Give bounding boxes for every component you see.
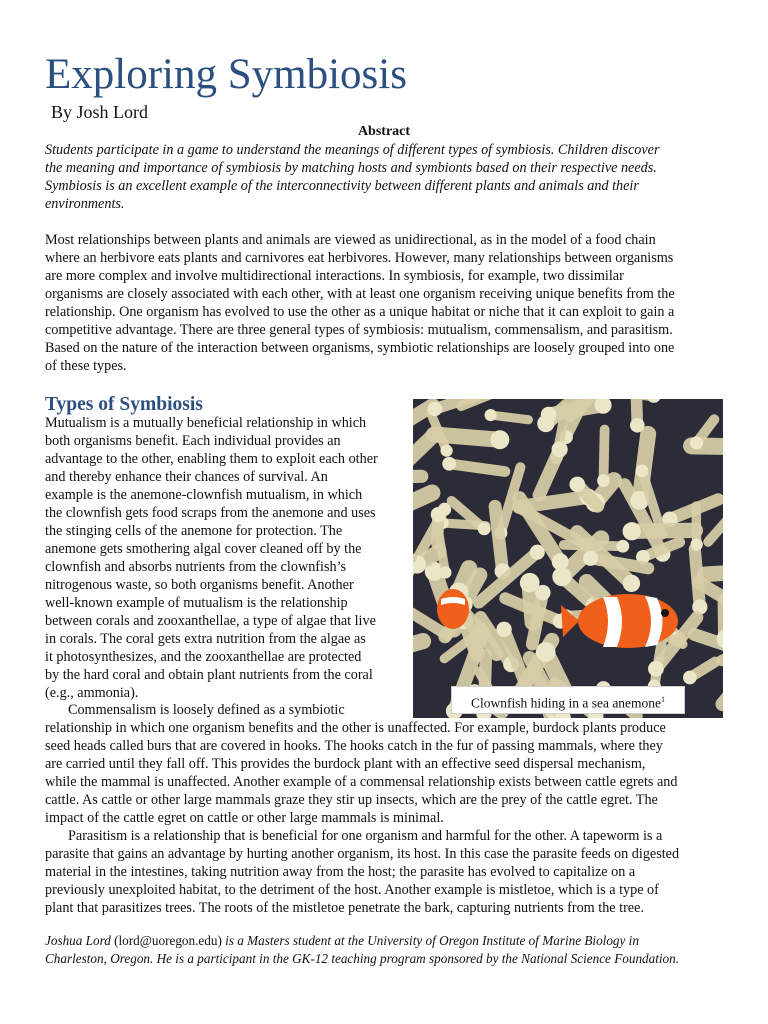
author-note (45, 932, 723, 968)
mutualism-line: well-known example of mutualism is the relationship (45, 595, 348, 611)
mutualism-line: between corals and zooxanthellae, a type of algae that live (45, 613, 376, 629)
commensalism-line: cattle. As cattle or other large mammals graze they stir up insects, which are the prey of the cattle egret. The (45, 792, 658, 808)
tentacle-tip (690, 436, 703, 449)
mutualism-line: both organisms benefit. Each individual provides an (45, 433, 341, 449)
mutualism-line: nitrogenous waste, so both organisms benefit. Another (45, 577, 354, 593)
mutualism-line: in corals. The coral gets extra nutrition from the algae as (45, 631, 366, 647)
mutualism-line: anemone gets smothering algal cover cleaned off by the (45, 541, 362, 557)
tentacle-tip (630, 418, 645, 433)
tentacle-tip (552, 553, 569, 570)
parasitism-line: Parasitism is a relationship that is beneficial for one organism and harmful for the other. A tapeworm is a (68, 828, 663, 844)
commensalism-line: are carried until they fall off. This provides the burdock plant with an effective seed dispersal mechanism, (45, 756, 646, 772)
intro-line: of these types. (45, 358, 127, 374)
anemone-tentacle (519, 497, 588, 507)
intro-line: Based on the nature of the interaction between organisms, symbiotic relationships are loosely grouped into one (45, 340, 675, 356)
tentacle-tip (431, 507, 446, 522)
abstract-line: Symbiosis is an excellent example of the interconnectivity between different plants and animals and their (45, 178, 639, 194)
intro-line: Most relationships between plants and animals are viewed as unidirectional, as in the model of a food chain (45, 232, 656, 248)
tentacle-tip (440, 445, 452, 457)
parasitism-line: material in the intestines, taking nutrition away from the host; the parasite has evolved to capitalize on a (45, 864, 636, 880)
tentacle-tip (570, 477, 586, 493)
abstract-line: environments. (45, 196, 125, 212)
mutualism-line: clownfish and absorbs nutrients from the clownfish’s (45, 559, 347, 575)
mutualism-line: the clownfish gets food scraps from the anemone and uses (45, 505, 376, 521)
anemone-tentacle (413, 476, 422, 477)
tentacle-tip (583, 551, 598, 566)
image-background (413, 399, 723, 718)
intro-line: competitive advantage. There are three general types of symbiosis: mutualism, commensalism, and parasitism. (45, 322, 673, 338)
tentacle-tip (490, 430, 509, 449)
parasitism-line: previously unexploited habitat, to the detriment of the host. Another example is mistletoe, which is a type of (45, 882, 659, 898)
abstract-line: the meaning and importance of symbiosis by matching hosts and symbionts based on their respective needs. (45, 160, 657, 176)
abstract-line: Students participate in a game to understand the meanings of different types of symbiosis. Children discover (45, 142, 660, 158)
author-note-line-2: Charleston, Oregon. He is a participant in the GK-12 teaching program sponsored by the National Science Foundation. (45, 951, 680, 966)
mutualism-line: it photosynthesizes, and the zooxanthellae are protected (45, 649, 362, 665)
author-name: Joshua Lord (45, 933, 111, 948)
commensalism-line: while the mammal is unaffected. Another example of a commensal relationship exists between cattle egrets and (45, 774, 678, 790)
tentacle-tip (623, 522, 641, 540)
commensalism-line: seed heads called burs that are covered in hooks. The hooks catch in the fur of passing mammals, where they (45, 738, 663, 754)
intro-paragraph (45, 231, 723, 375)
mutualism-paragraph (45, 414, 405, 702)
anemone-tentacle (495, 506, 502, 571)
mutualism-line: example is the anemone-clownfish mutualism, in which (45, 487, 363, 503)
anemone-tentacle (603, 430, 604, 481)
clownfish-body (578, 594, 678, 648)
anemone-tentacle (564, 545, 623, 546)
tentacle-tip (636, 465, 649, 478)
tentacle-tip (648, 661, 664, 677)
clownfish-anemone-image (413, 399, 723, 718)
tentacle-tip (616, 540, 629, 553)
clownfish-eye (661, 609, 669, 617)
mutualism-line: the stinging cells of the anemone for protection. The (45, 523, 343, 539)
mutualism-line: Mutualism is a mutually beneficial relationship in which (45, 415, 367, 431)
commensalism-line: Commensalism is loosely defined as a symbiotic (68, 702, 345, 718)
mutualism-line: by the hard coral and obtain plant nutrients from the coral (45, 667, 373, 683)
byline: By Josh Lord (51, 102, 149, 122)
figure-caption-text: Clownfish hiding in a sea anemone (470, 695, 662, 711)
small-clownfish-body (437, 589, 469, 629)
tentacle-tip (535, 585, 551, 601)
body-text-continued (45, 701, 723, 917)
tentacle-tip (442, 457, 456, 471)
tentacle-tip (496, 622, 511, 637)
tentacle-tip (536, 642, 556, 662)
tentacle-tip (597, 474, 610, 487)
parasitism-line: plant that parasitizes trees. The roots of the mistletoe penetrate the bark, capturing nutrients from the tree. (45, 900, 644, 916)
anemone-tentacle (705, 571, 723, 575)
intro-line: organisms are closely associated with each other, with at least one organism receiving unique benefits from the (45, 286, 675, 302)
abstract-heading: Abstract (357, 124, 411, 139)
abstract-body (45, 141, 723, 213)
clownfish-figure (413, 399, 723, 718)
page-title: Exploring Symbiosis (45, 51, 407, 98)
tentacle-tip (541, 407, 557, 423)
mutualism-line: advantage to the other, enabling them to exploit each other (45, 451, 378, 467)
tentacle-tip (478, 522, 491, 535)
section-heading-types: Types of Symbiosis (45, 394, 203, 415)
parasitism-line: parasite that gains an advantage by hurting another organism, its host. In this case the parasite feeds on digested (45, 846, 680, 862)
commensalism-line: impact of the cattle egret on cattle or other large mammals is minimal. (45, 810, 444, 826)
mutualism-line: and thereby enhance their chances of survival. An (45, 469, 328, 485)
tentacle-tip (485, 409, 497, 421)
author-note-line-1 (45, 932, 723, 950)
commensalism-line: relationship in which one organism benefits and the other is unaffected. For example, burdock plants produce (45, 720, 666, 736)
author-email: (lord@uoregon.edu) (114, 933, 222, 948)
intro-line: are more complex and involve multidirectional interactions. In symbiosis, for example, two dissimilar (45, 268, 624, 284)
anemone-tentacle (449, 464, 505, 472)
tentacle-tip (690, 538, 702, 550)
intro-line: where an herbivore eats plants and carnivores eat herbivores. However, many relationships between organisms (45, 250, 674, 266)
intro-line: relationship. One organism has evolved to use the other as a unique habitat or niche that it can exploit to gain a (45, 304, 675, 320)
tentacle-tip (683, 671, 697, 685)
footnote-mark: 1 (661, 695, 666, 704)
tentacle-tip (552, 441, 568, 457)
mutualism-line: (e.g., ammonia). (45, 685, 139, 701)
tentacle-tip (439, 566, 451, 578)
tentacle-tip (623, 575, 640, 592)
tentacle-tip (428, 402, 443, 417)
anemone-tentacle (434, 434, 500, 439)
author-note-text: is a Masters student at the University of Oregon Institute of Marine Biology in (225, 933, 639, 948)
